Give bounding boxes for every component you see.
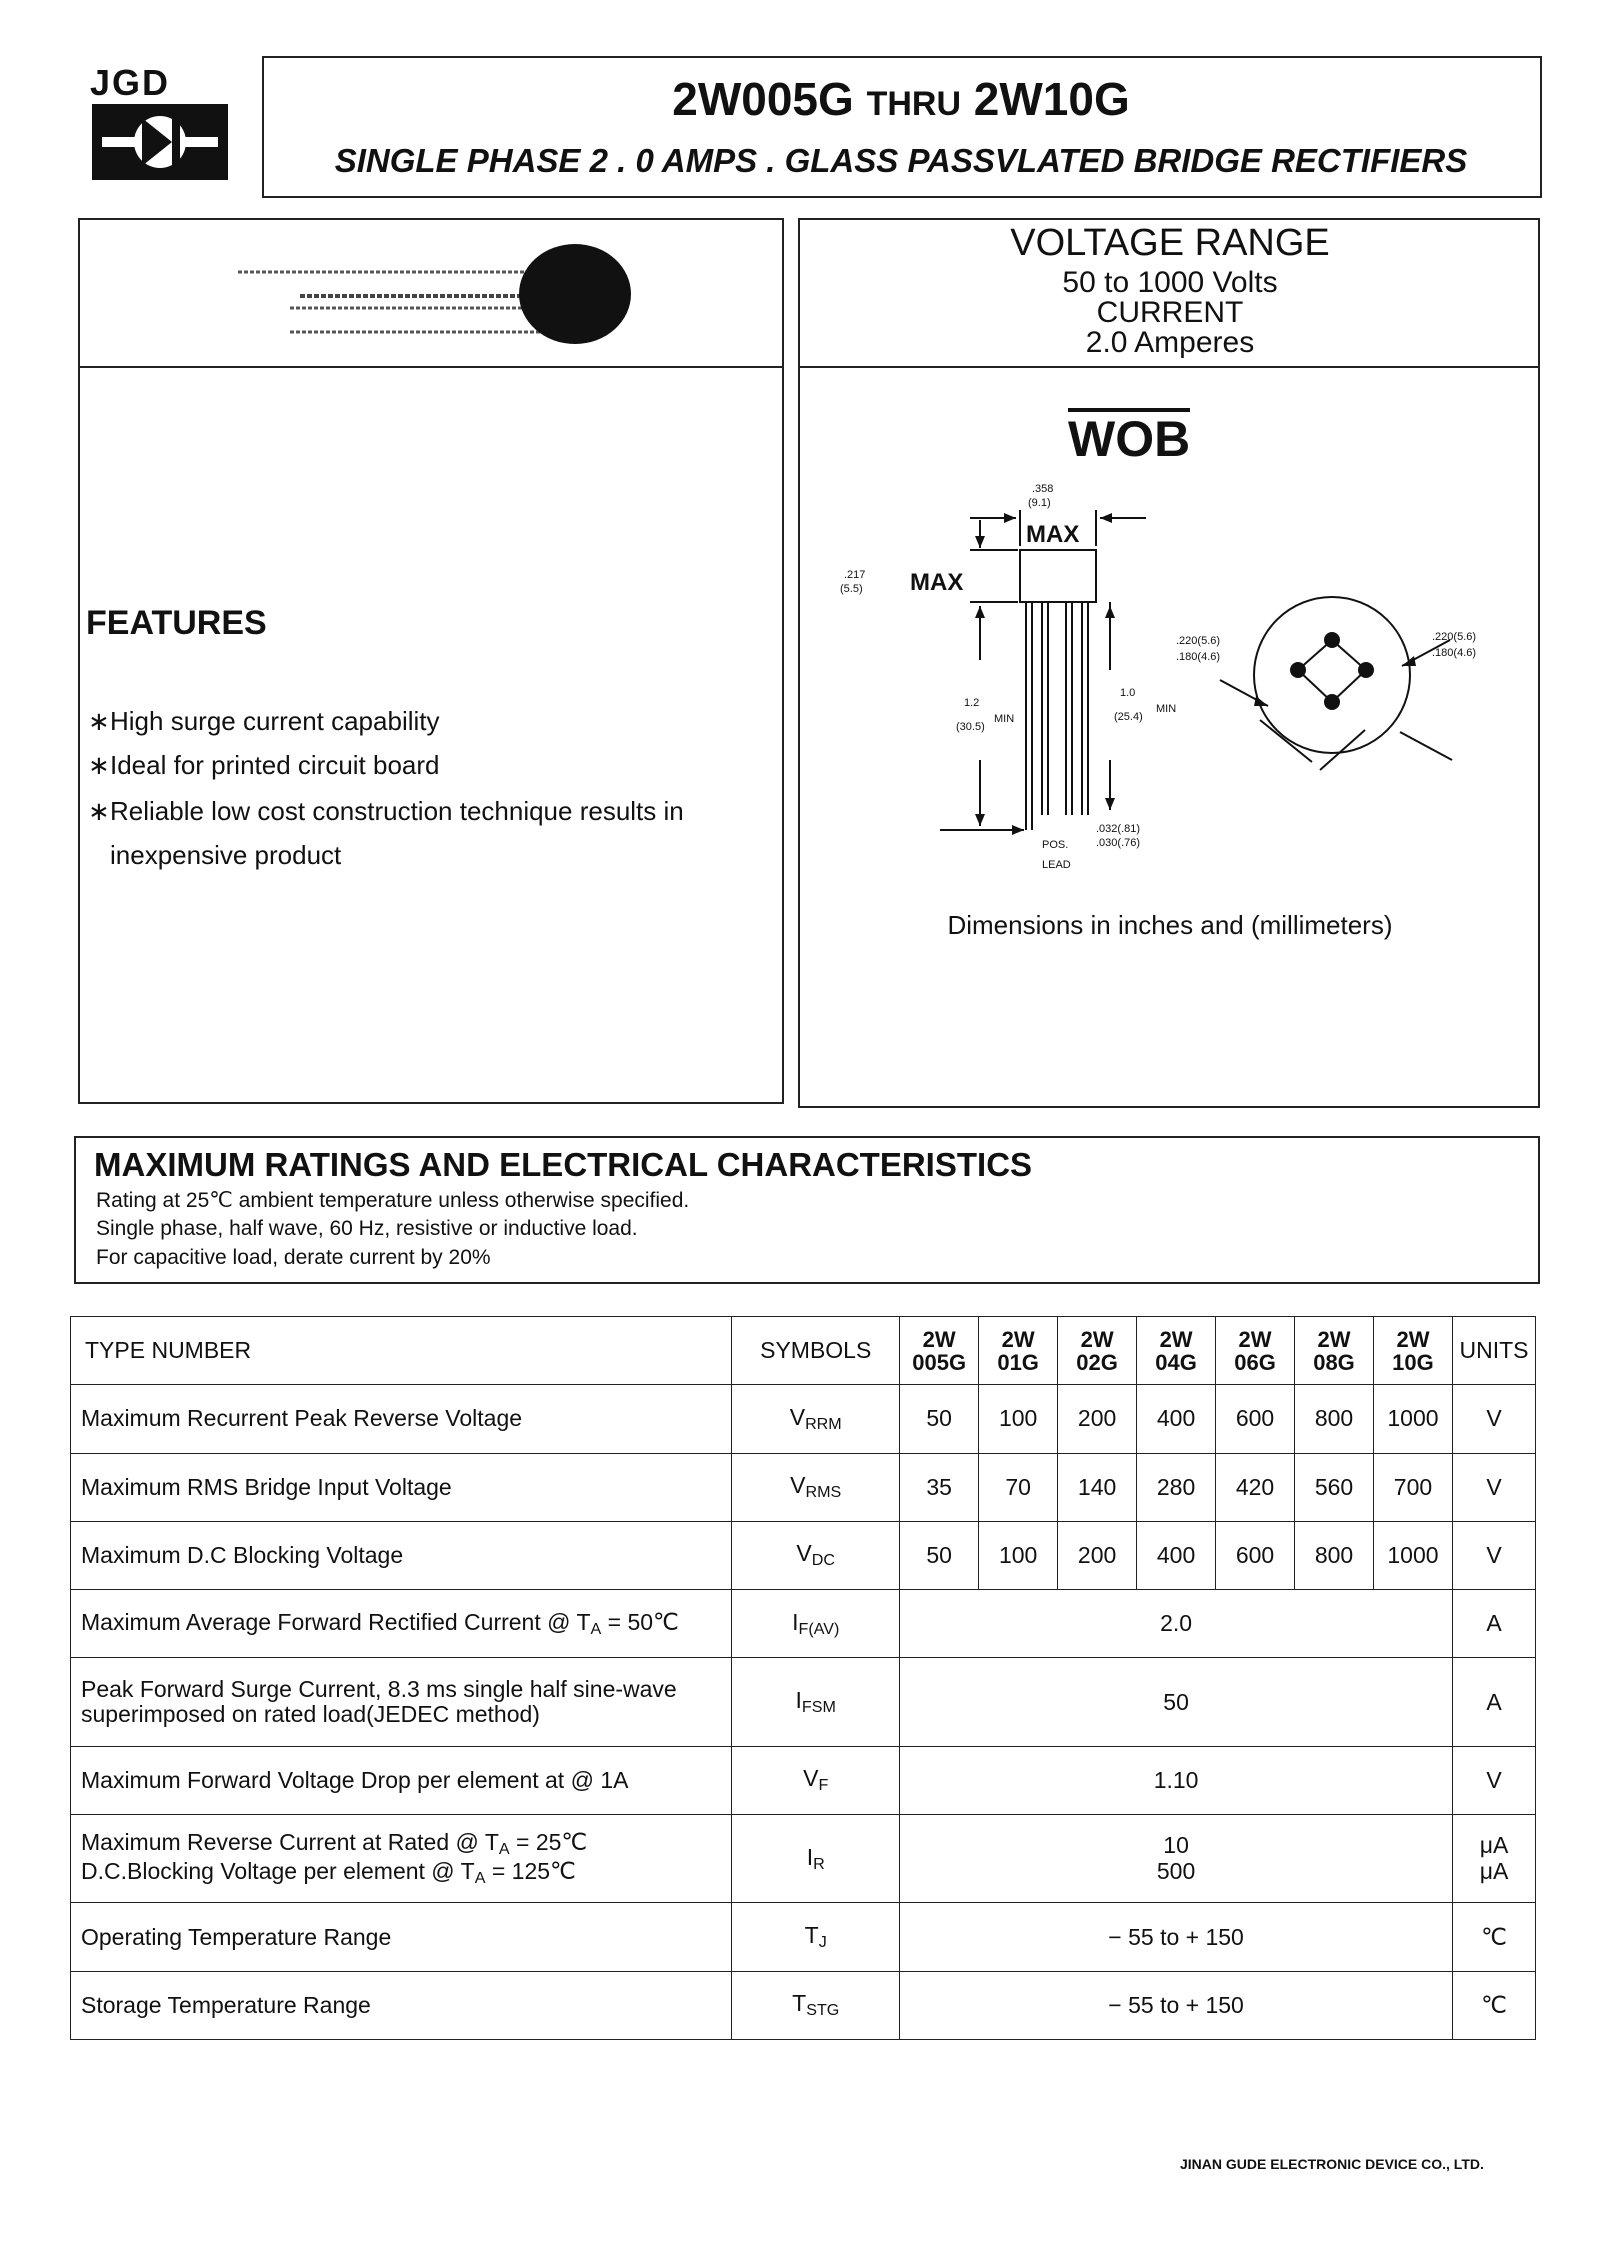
dim-lead-len-mm: (30.5): [956, 721, 985, 733]
table-row: Storage Temperature Range $T_{STG}$ − 55 to + 150 ℃: [71, 1971, 1536, 2039]
col-symbols: SYMBOLS: [732, 1317, 900, 1385]
dim-pos: POS.: [1042, 839, 1069, 851]
voltage-panel-divider: [800, 366, 1538, 368]
dim-circ-a1: .220(5.6): [1176, 635, 1221, 647]
feature-item: ∗Ideal for printed circuit board: [88, 750, 440, 780]
page-subtitle: SINGLE PHASE 2 . 0 AMPS . GLASS PASSVLATED BRIDGE RECTIFIERS: [334, 142, 1468, 179]
table-row: Maximum Forward Voltage Drop per element at @ 1A $V_F$ 1.10 V: [71, 1746, 1536, 1814]
table-row: Maximum Reverse Current at Rated @ $T_A$ = 25℃ D.C.Blocking Voltage per element @ $T_A$ = 125℃ $I_R$ 10 500 μA μA: [71, 1815, 1536, 1903]
dim-circ-a2: .180(4.6): [1176, 651, 1221, 663]
dim-min2: MIN: [1156, 703, 1177, 715]
dim-lead-dia-a: .032(.81): [1096, 823, 1141, 835]
col-type: 2W 10G: [1373, 1317, 1452, 1385]
footer-company: JINAN GUDE ELECTRONIC DEVICE CO., LTD.: [1180, 2156, 1484, 2172]
table-row: Maximum Recurrent Peak Reverse Voltage $V_{RRM}$ 50 100 200 400 600 800 1000 V: [71, 1385, 1536, 1453]
dim-top-width: .358: [1032, 483, 1054, 495]
bullet-star-icon: ∗: [88, 706, 110, 736]
dim-circ-b2: .180(4.6): [1432, 647, 1477, 659]
dim-lead: LEAD: [1042, 859, 1071, 871]
voltage-range-value: 50 to 1000 Volts: [1062, 266, 1278, 299]
table-header-row: [71, 1317, 1536, 1385]
ratings-title: MAXIMUM RATINGS AND ELECTRICAL CHARACTERISTICS: [94, 1146, 1033, 1183]
title-thru: THRU: [866, 85, 961, 123]
logo-diode-icon: [92, 104, 228, 180]
page-title: [266, 72, 1536, 126]
bullet-star-icon: ∗: [88, 796, 110, 826]
col-type: 2W 08G: [1295, 1317, 1374, 1385]
features-title: FEATURES: [86, 604, 267, 642]
dim-max2: MAX: [910, 569, 964, 596]
col-type: 2W 02G: [1058, 1317, 1137, 1385]
table-row: Maximum Average Forward Rectified Current @ $T_A$ = 50℃ $I_{F(AV)}$ 2.0 A: [71, 1590, 1536, 1658]
package-dimension-diagram: [820, 470, 1520, 890]
component-image: [230, 238, 640, 348]
dim-lead-dia-b: .030(.76): [1096, 837, 1141, 849]
dimensions-note: Dimensions in inches and (millimeters): [947, 910, 1393, 940]
table-row: Maximum D.C Blocking Voltage $V_{DC}$ 50 100 200 400 600 800 1000 V: [71, 1521, 1536, 1589]
col-type: 2W 01G: [979, 1317, 1058, 1385]
current-value: 2.0 Amperes: [1085, 326, 1255, 359]
dim-circ-b1: .220(5.6): [1432, 631, 1477, 643]
col-type-number: TYPE NUMBER: [71, 1317, 732, 1385]
ratings-note: Single phase, half wave, 60 Hz, resistive or inductive load.: [96, 1217, 638, 1240]
ratings-note: Rating at 25℃ ambient temperature unless otherwise specified.: [96, 1189, 690, 1212]
table-row: Operating Temperature Range $T_J$ − 55 to + 150 ℃: [71, 1903, 1536, 1971]
ratings-note: For capacitive load, derate current by 20%: [96, 1246, 491, 1269]
dim-lead-len2-mm: (25.4): [1114, 711, 1143, 723]
title-part2: 2W10G: [973, 73, 1130, 125]
col-units: UNITS: [1452, 1317, 1535, 1385]
dim-min1: MIN: [994, 713, 1015, 725]
features-panel: [78, 218, 784, 1104]
bullet-star-icon: ∗: [88, 750, 110, 780]
dim-lead-len2: 1.0: [1120, 687, 1136, 699]
spec-table: [70, 1316, 1536, 2040]
table-row: Maximum RMS Bridge Input Voltage $V_{RMS}$ 35 70 140 280 420 560 700 V: [71, 1453, 1536, 1521]
package-name: WOB: [1068, 408, 1190, 464]
voltage-range-title: VOLTAGE RANGE: [1010, 222, 1330, 264]
dim-max1: MAX: [1026, 521, 1080, 548]
table-row: Peak Forward Surge Current, 8.3 ms single half sine-wave superimposed on rated load(JEDEC method) $I_{FSM}$ 50 A: [71, 1658, 1536, 1746]
dim-lead-len: 1.2: [964, 697, 980, 709]
col-type: 2W 04G: [1137, 1317, 1216, 1385]
feature-item-continuation: inexpensive product: [110, 840, 342, 870]
feature-item: ∗High surge current capability: [88, 706, 440, 736]
features-panel-divider: [80, 366, 782, 368]
col-type: 2W 06G: [1216, 1317, 1295, 1385]
dim-height: .217: [844, 569, 866, 581]
col-type: 2W 005G: [900, 1317, 979, 1385]
logo-text: JGD: [90, 62, 171, 103]
feature-item: ∗Reliable low cost construction technique results in: [88, 796, 684, 826]
title-part1: 2W005G: [672, 73, 854, 125]
dim-height-mm: (5.5): [840, 583, 863, 595]
current-label: CURRENT: [1096, 296, 1244, 329]
dim-top-width-mm: (9.1): [1028, 497, 1051, 509]
